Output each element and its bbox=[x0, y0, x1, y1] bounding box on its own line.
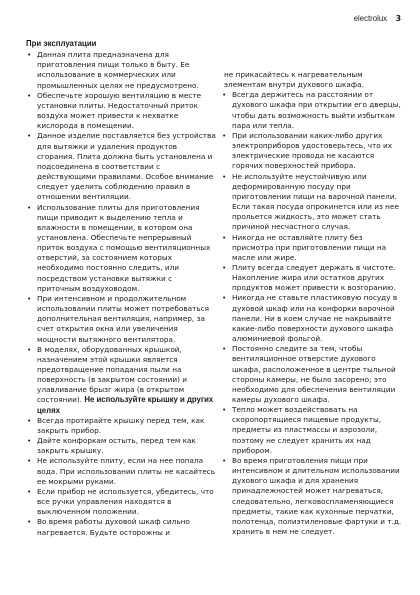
left-column bbox=[26, 39, 216, 538]
bullet-item: • Не используйте неустойчивую или деформированную посуду при приготовлении пищи на варочной панели. Если такая посуда опрокинется или из нее прольется жидкость, это может стать причиной несчастного случая. bbox=[221, 172, 403, 233]
continued-text: не прикасайтесь к нагревательным элементам внутри духового шкафа. bbox=[224, 70, 364, 90]
bullet-item: • Данное изделие поставляется без устройства для вытяжки и удаления продуктов сгорания. Плита должна быть установлена и подсоединена в соответствии с действующими правилами. Особое внимание следует уделить соблюдению правил в отношении вентиляции. bbox=[26, 131, 216, 202]
bullet-item bbox=[26, 345, 216, 416]
brand-name: electrolux bbox=[353, 14, 388, 23]
bullet-item: • Если прибор не используется, убедитесь, что все ручки управления находятся в выключенном положении. bbox=[26, 487, 216, 517]
bullet-item: • Никогда не оставляйте плиту без присмотра при приготовлении пищи на масле или жире. bbox=[221, 233, 403, 263]
bullet-item: • Постоянно следите за тем, чтобы вентиляционное отверстие духового шкафа, расположенное в центре тыльной стороны камеры, не было засорено; это необходимо для обеспечения вентиляции камеры духового шкафа. bbox=[221, 344, 403, 405]
bullet-item: • Дайте конфоркам остыть, перед тем как закрыть крышку. bbox=[26, 436, 216, 456]
bullet-text: В моделях, оборудованных крышкой, назначением этой крышки является предотвращение попадания пыли на поверхность (в закрытом состоянии) и улавливание брызг жира (в открытом состоянии). bbox=[37, 344, 188, 405]
bullet-item: • Всегда протирайте крышку перед тем, как закрыть прибор. bbox=[26, 416, 216, 436]
bullet-item: • Во время приготовления пищи при интенсивном и длительном использовании духового шкафа и для хранения принадлежностей может нагреваться, следовательно, легковоспламеняющиеся предметы, такие как кухонные перчатки, полотенца, полиэтиленовые фартуки и т.д. хранить в нем не следует. bbox=[221, 456, 403, 537]
bullet-item: • Всегда держитесь на расстоянии от духового шкафа при открытии его дверцы, чтобы дать возможность выйти избыткам пара или тепла. bbox=[221, 90, 403, 131]
bullet-item: • При интенсивном и продолжительном использовании плиты может потребоваться дополнительная вентиляция, например, за счет открытия окна или увеличения мощности вытяжного вентилятора. bbox=[26, 294, 216, 345]
bullet-item: • При использовании каких-либо других электроприборов удостоверьтесь, что их электрические провода не касаются горячих поверхностей прибора. bbox=[221, 131, 403, 172]
page-header bbox=[354, 14, 401, 24]
bullet-item: • Плиту всегда следует держать в чистоте. Накопление жира или остатков других продуктов может привести к возгоранию. bbox=[221, 263, 403, 293]
bullet-item: • Данная плита предназначена для приготовления пищи только в быту. Ее использование в коммерческих или промышленных целях не предусмотрено. bbox=[26, 50, 216, 91]
section-title: При эксплуатации bbox=[26, 39, 97, 48]
inline-title: Не используйте крышку и других целях bbox=[37, 395, 214, 415]
bullet-item: • Тепло может воздействовать на скоропортящиеся пищевые продукты, предметы из пластмассы и аэрозоли, поэтому не следует хранить их над прибором. bbox=[221, 405, 403, 456]
bullet-item: • Использование плиты для приготовления пищи приводит к выделению тепла и влажности в помещении, в котором она установлена. Обеспечьте непрерывный приток воздуха с помощью вентиляционных отверстий, за состоянием которых необходимо постоянно следить, или посредством установки вытяжки с приточным воздуховодом. bbox=[26, 203, 216, 294]
bullet-item: • Во время работы духовой шкаф сильно нагревается. Будьте осторожны и bbox=[26, 517, 216, 537]
bullet-item: • Никогда не ставьте пластиковую посуду в духовой шкаф или на конфорки варочной панели. Ни в коем случае не накрывайте какие-либо поверхности духового шкафа алюминиевой фольгой. bbox=[221, 293, 403, 344]
page-number: 3 bbox=[395, 14, 401, 23]
bullet-item: • Не используйте плиту, если на нее попала вода. При использовании плиты не касайтесь ее мокрыми руками. bbox=[26, 456, 216, 486]
bullet-item: • Обеспечьте хорошую вентиляцию в месте установки плиты. Недостаточный приток воздуха может привести к нехватке кислорода в помещении. bbox=[26, 91, 216, 132]
right-column bbox=[221, 70, 403, 537]
